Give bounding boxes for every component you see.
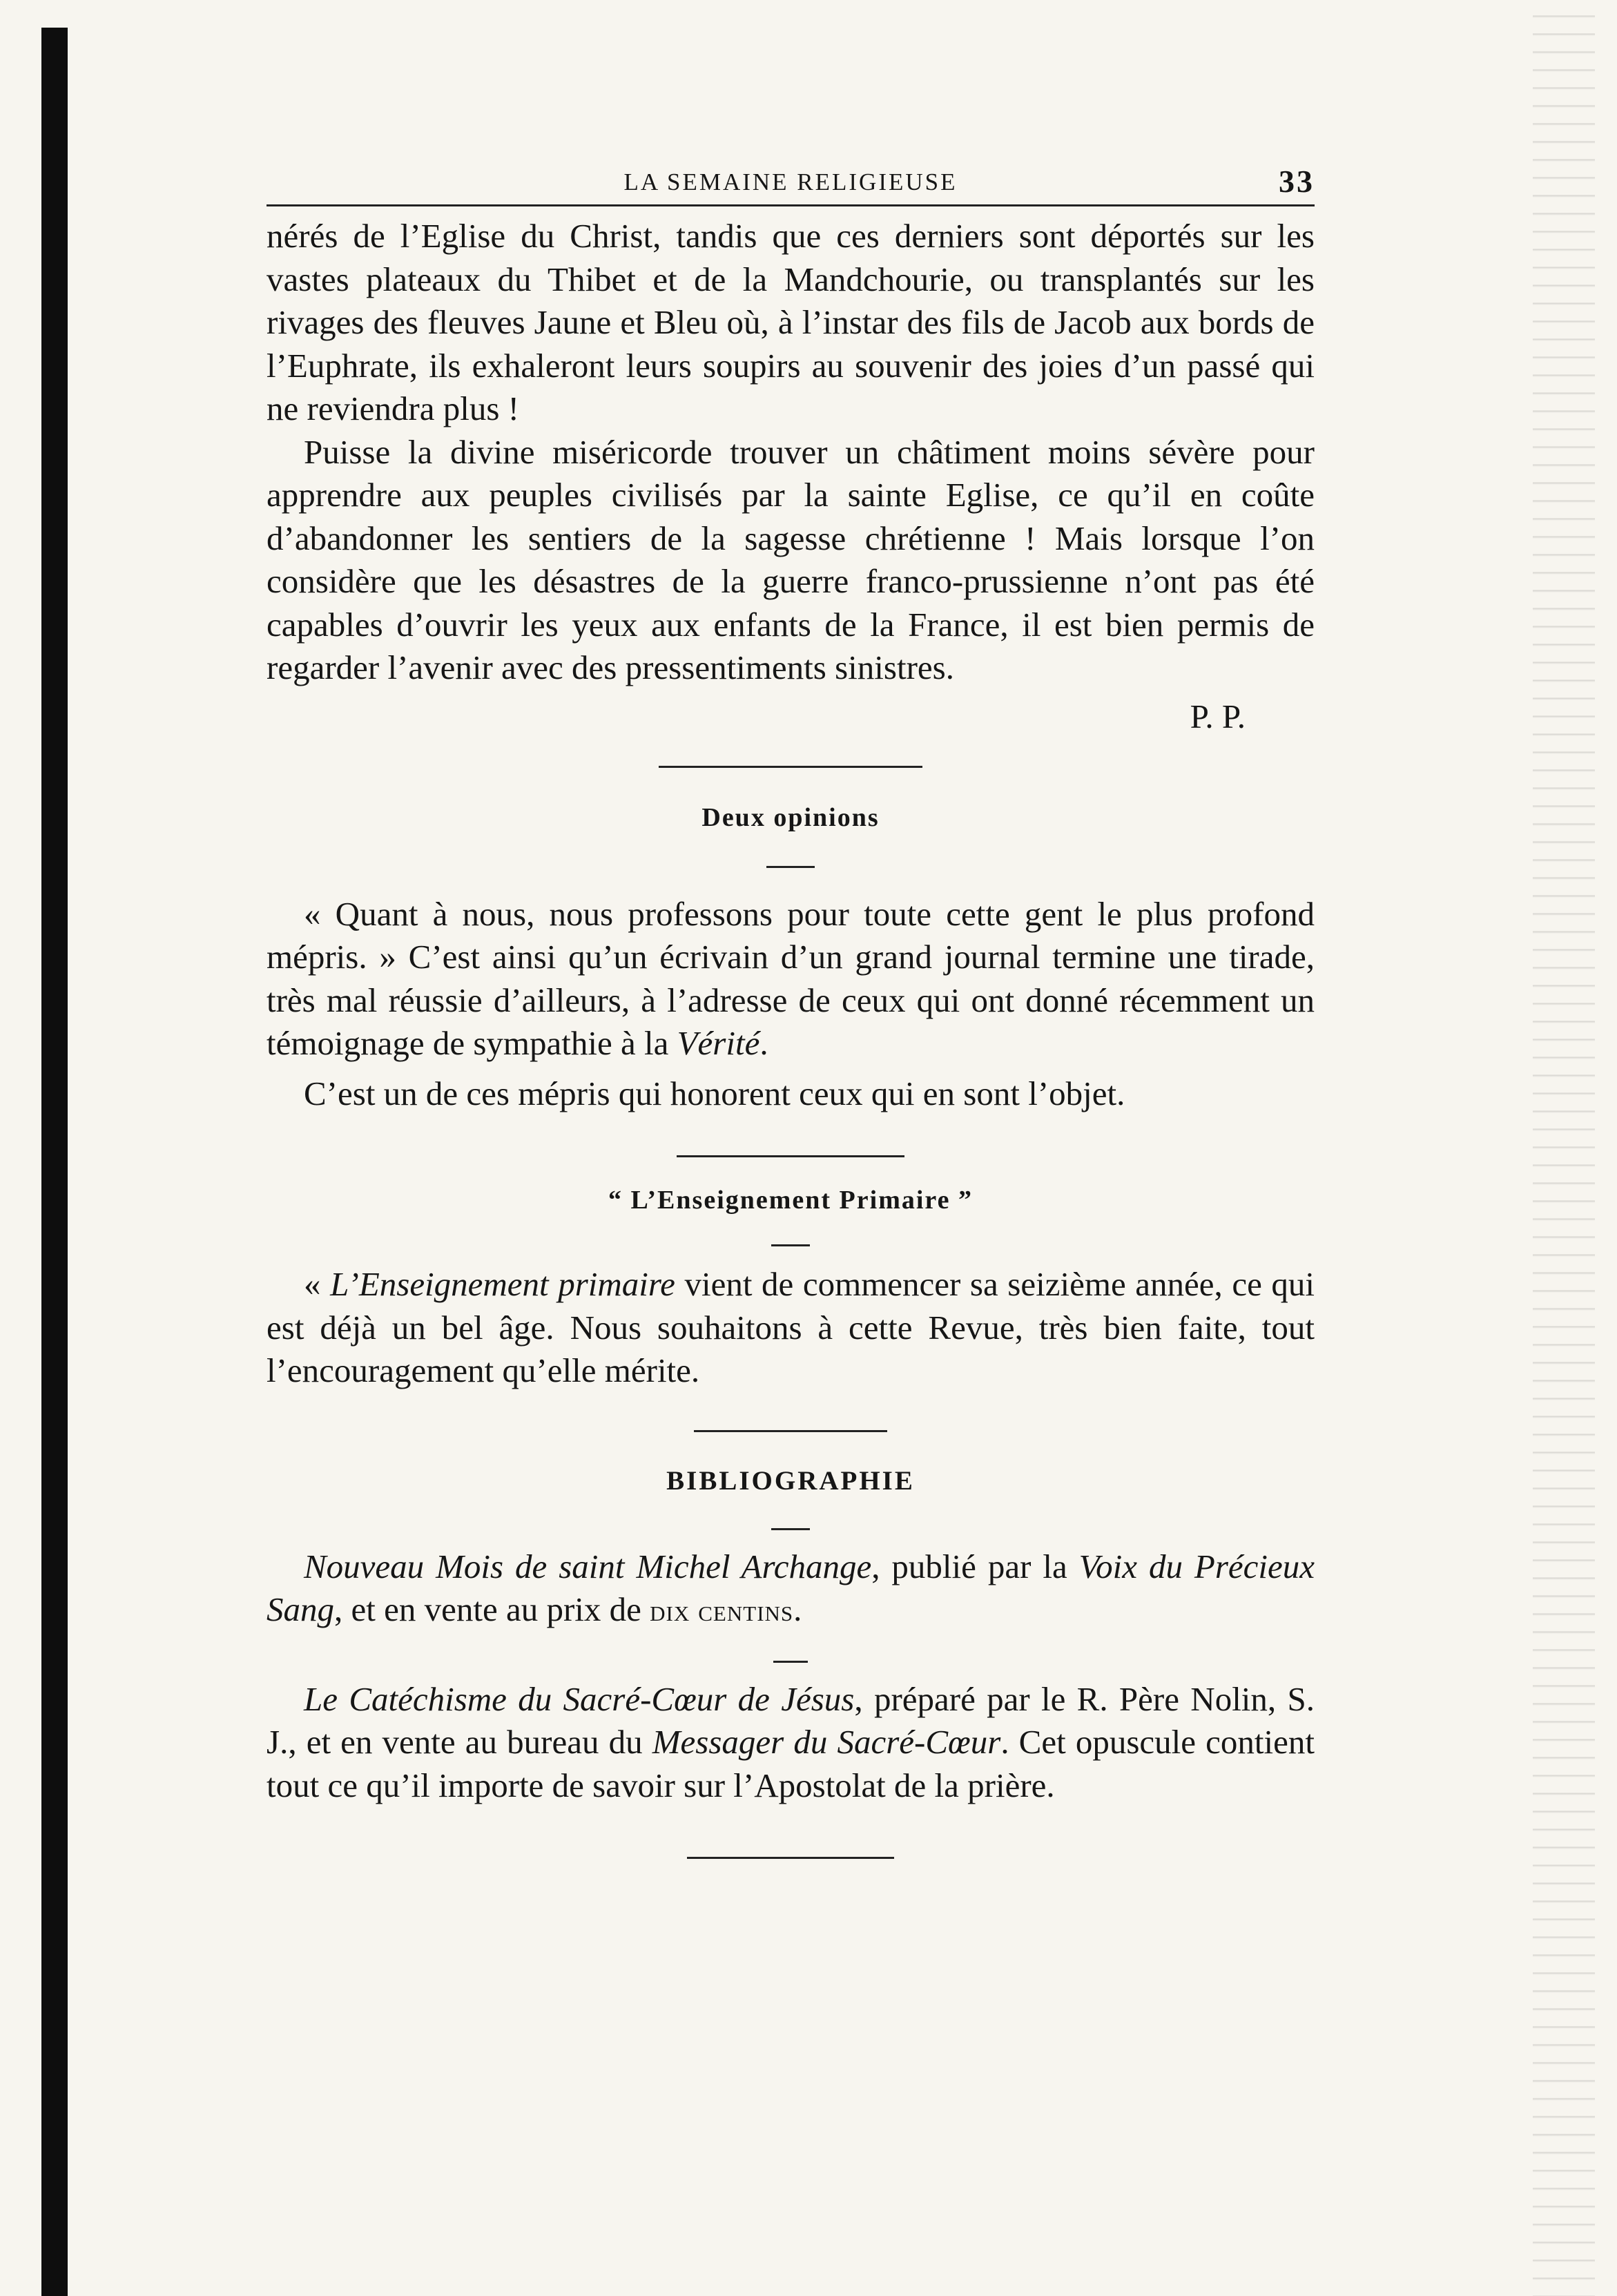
running-title: LA SEMAINE RELIGIEUSE bbox=[623, 168, 958, 195]
deux-opinions-paragraph-2: C’est un de ces mépris qui honorent ceux qui en sont l’objet. bbox=[304, 1074, 1125, 1112]
bibliographie-entry-1 bbox=[267, 1545, 1315, 1633]
entry2-text2: . Cet opuscule contient tout ce qu’il importe de savoir sur l’Apostolat de la prière. bbox=[267, 1723, 1315, 1804]
entry1-title: Nouveau Mois de saint Michel Archange bbox=[304, 1547, 872, 1585]
section-heading-bibliographie: BIBLIOGRAPHIE bbox=[666, 1465, 915, 1496]
article-paragraph-2: Puisse la divine miséricorde trouver un châtiment moins sévère pour apprendre aux peuples civilisés par la sainte Eglise, ce qu’il en coûte d’abandonner les sentiers de la sagesse chrétienne ! Mais lorsque l’on considère que les désastres de la guerre franco-prussienne n’ont pas été capables d’ouvrir les yeux aux enfants de la France, il est bien permis de regarder l’avenir avec des pressentiments sinistres. bbox=[267, 432, 1315, 686]
page-edge-shadow bbox=[1533, 0, 1595, 2296]
entry1-source: Voix du Précieux Sang bbox=[267, 1547, 1315, 1628]
verite-title: Vérité bbox=[677, 1024, 760, 1062]
deux-opinions-paragraph-1 bbox=[267, 893, 1315, 1065]
entry1-text1: , publié par la bbox=[871, 1547, 1079, 1585]
entry2-source: Messager du Sacré-Cœur bbox=[652, 1723, 1001, 1761]
bibliographie-entry-2 bbox=[267, 1678, 1315, 1808]
page bbox=[267, 163, 1315, 1859]
section-separator-rule bbox=[677, 1155, 904, 1157]
article-paragraph-1: nérés de l’Eglise du Christ, tandis que ces derniers sont déportés sur les vastes plateaux du Thibet et de la Mandchourie, ou transplantés sur les rivages des fleuves Jaune et Bleu où, à l’instar des fils de Jacob aux bords de l’Euphrate, ils exhaleront leurs soupirs au souvenir des joies d’un passé qui ne reviendra plus ! bbox=[267, 217, 1315, 427]
section-heading-deux-opinions: Deux opinions bbox=[701, 802, 880, 832]
deux-opinions-period: . bbox=[759, 1024, 768, 1062]
page-number: 33 bbox=[1279, 164, 1315, 199]
entry2-title: Le Catéchisme du Sacré-Cœur de Jésus bbox=[304, 1679, 855, 1718]
heading-dash bbox=[771, 1528, 810, 1530]
enseignement-text: vient de commencer sa seizième année, ce qui est déjà un bel âge. Nous souhaitons à cette Revue, très bien faite, tout l’encouragement qu’elle mérite. bbox=[267, 1265, 1315, 1389]
entry1-text2: , et en vente au prix de bbox=[334, 1590, 650, 1628]
enseignement-paragraph bbox=[267, 1263, 1315, 1393]
section-heading-enseignement-primaire: “ L’Enseignement Primaire ” bbox=[608, 1186, 973, 1215]
heading-dash bbox=[771, 1244, 810, 1246]
article-signature: P. P. bbox=[1190, 697, 1246, 735]
closing-rule bbox=[687, 1857, 894, 1859]
enseignement-prefix: « bbox=[304, 1265, 331, 1303]
running-header bbox=[267, 163, 1315, 206]
entry2-text1: , préparé par le R. Père Nolin, S. J., et en vente au bureau du bbox=[267, 1679, 1315, 1761]
section-separator-rule bbox=[694, 1430, 887, 1432]
book-binding-edge bbox=[41, 28, 68, 2296]
entry1-text3: . bbox=[793, 1590, 802, 1628]
deux-opinions-text: « Quant à nous, nous professons pour toute cette gent le plus profond mépris. » C’est ainsi qu’un écrivain d’un grand journal termine une tirade, très mal réussie d’ailleurs, à l’adresse de ceux qui ont donné récemment un témoignage de sympathie à la bbox=[267, 894, 1315, 1062]
entry-separator-dash bbox=[773, 1661, 808, 1663]
entry1-price: dix centins bbox=[650, 1594, 794, 1628]
section-separator-rule bbox=[659, 766, 922, 768]
enseignement-title: L’Enseignement primaire bbox=[330, 1265, 675, 1303]
heading-dash bbox=[766, 866, 815, 868]
